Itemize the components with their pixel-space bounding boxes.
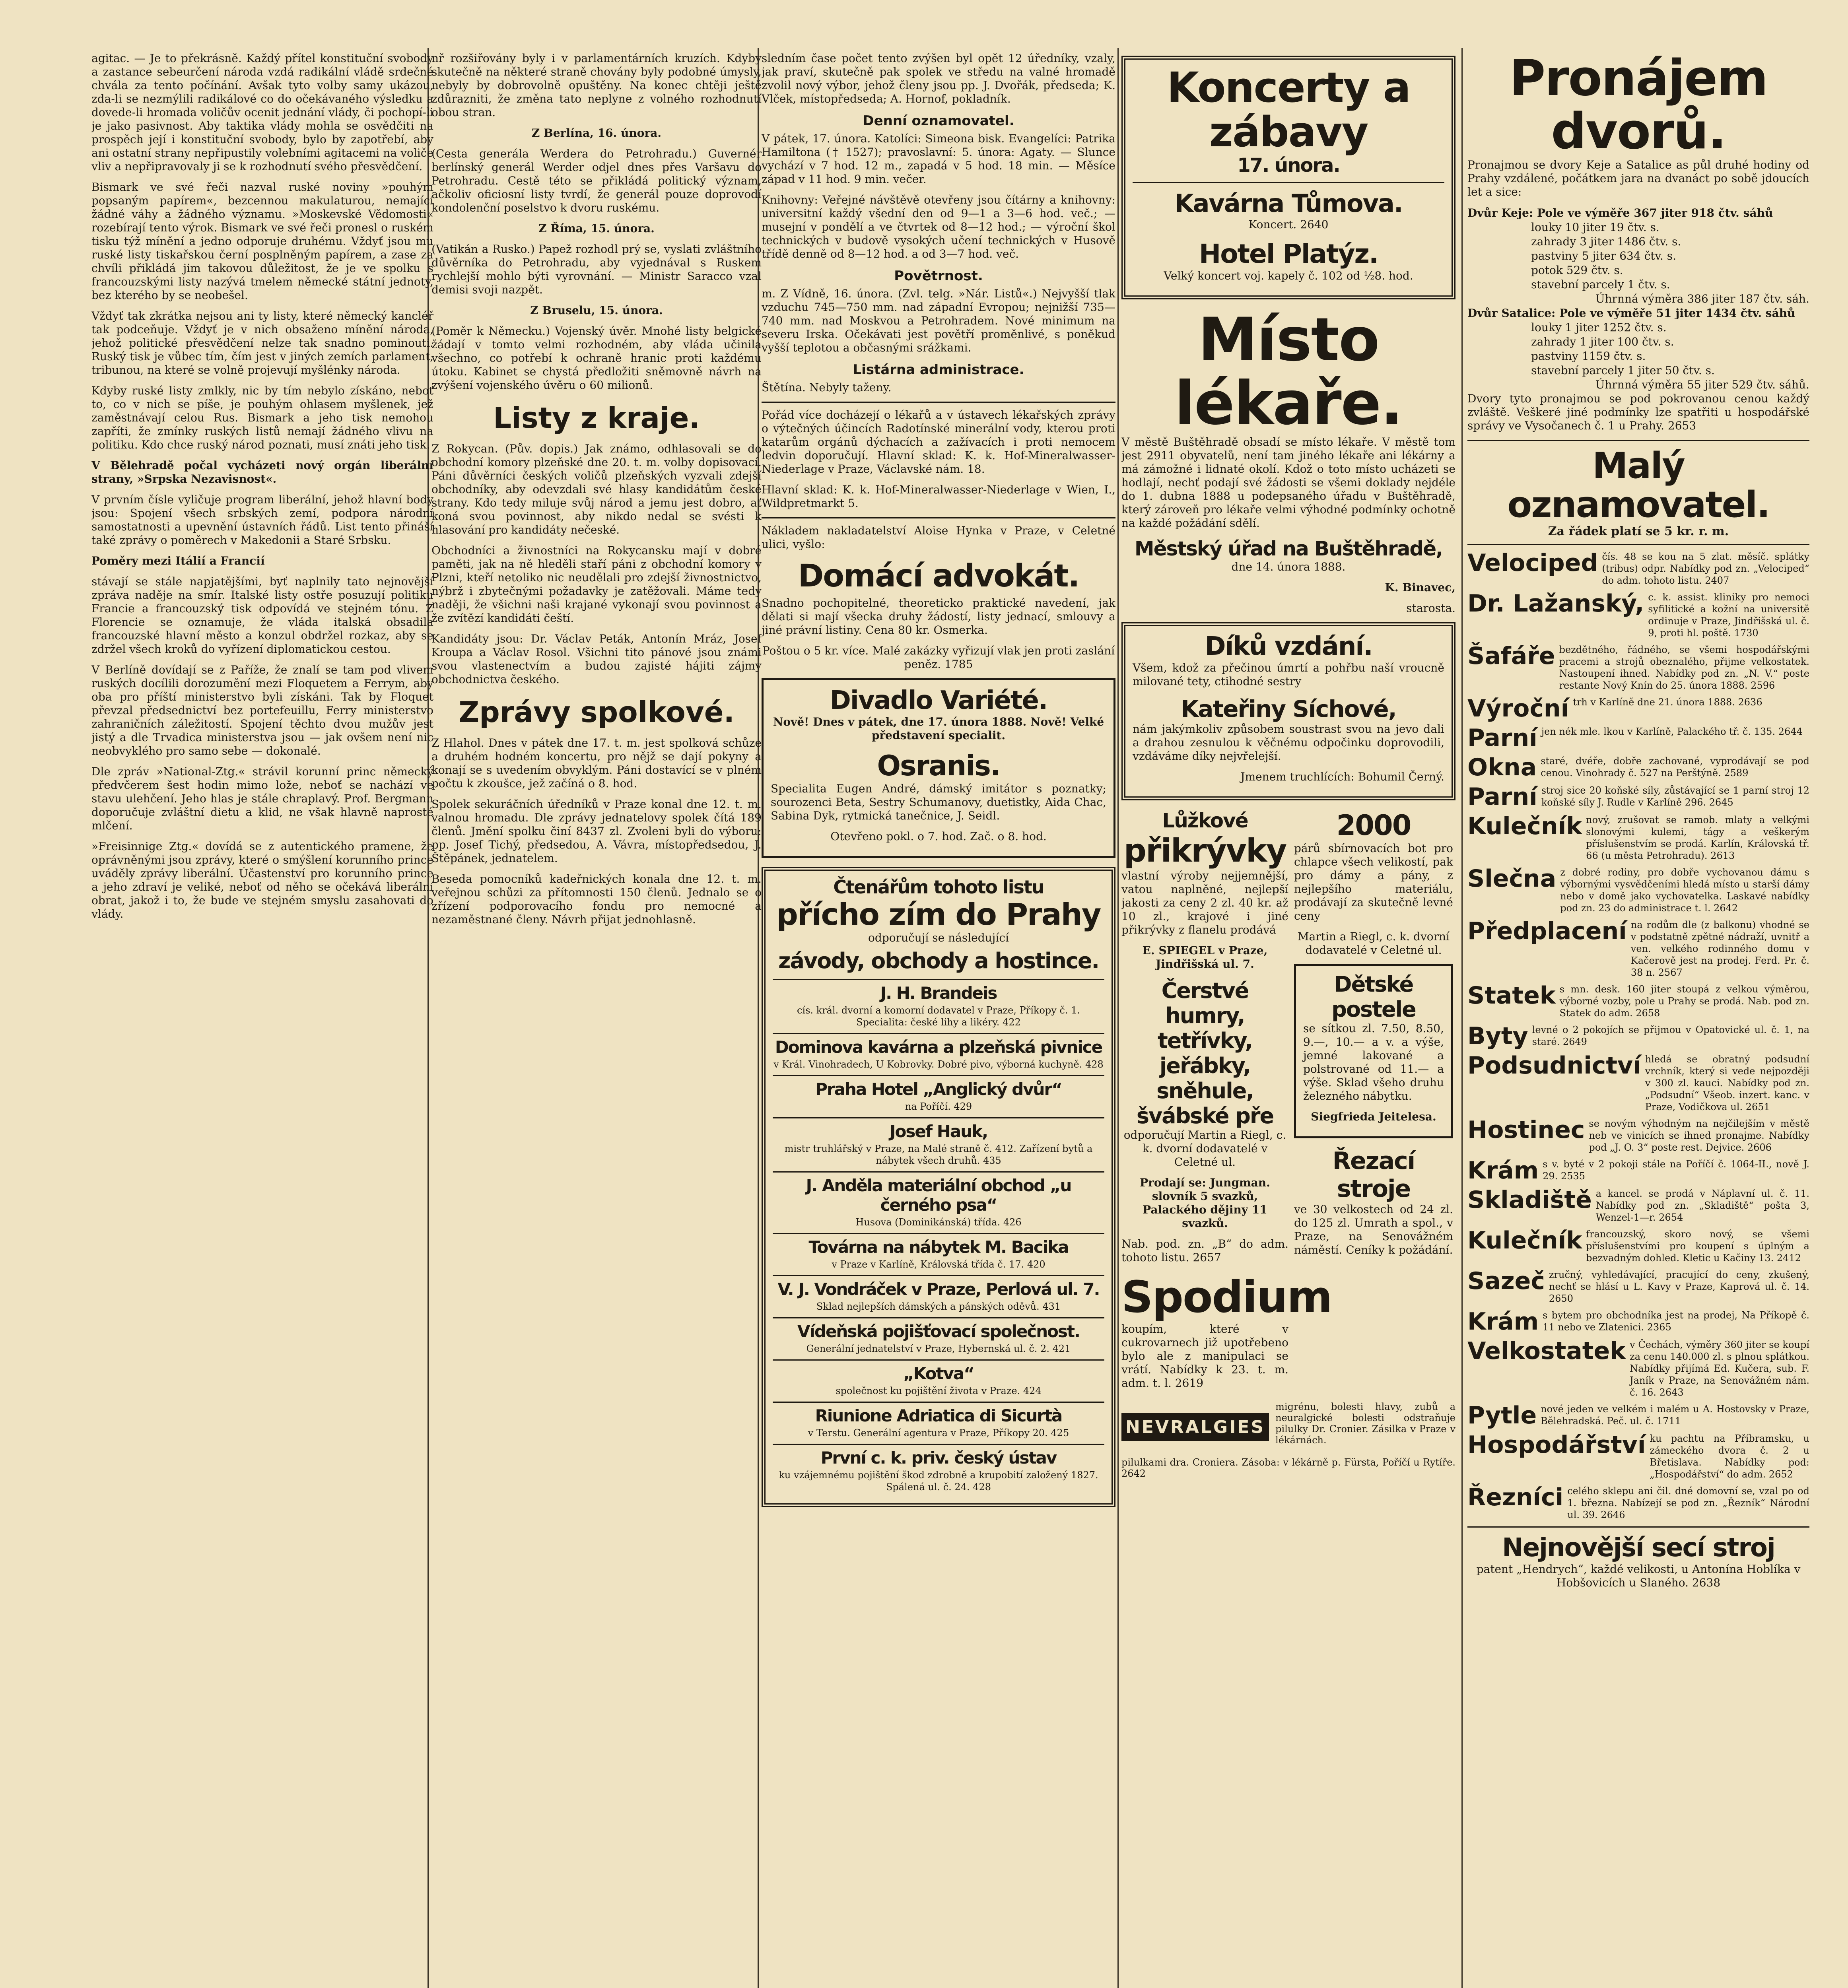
ad-row [1121, 809, 1455, 1397]
classified-keyword: Velociped [1467, 549, 1598, 577]
classified-ad [1467, 1053, 1809, 1113]
ad-luzkove [1121, 809, 1332, 1397]
classified-keyword: Pytle [1467, 1402, 1537, 1429]
classified-text: trh v Karlíně dne 21. února 1888. 2636 [1573, 697, 1762, 708]
firm-entry [773, 1317, 1104, 1359]
classified-text: z dobré rodiny, pro dobře vychovanou dámu s výbornými vysvědčeními hledá místo u starší dámy nebo v domě jako vychovatelka. Laskavé nabídky pod zn. 23 do administrace t. l. 2642 [1560, 867, 1809, 914]
classified-text: nový, zrušovat se ramob. mlaty a velkými slonovými kulemi, tágy a veškerým příslušenstvím se prodá. Karlín, Královská tř. 66 (u města Petrohradu). 2613 [1586, 814, 1809, 861]
classified-text: s v. byté v 2 pokoji stále na Poříčí č. 1064-II., nově J. 29. 2535 [1543, 1159, 1809, 1182]
paragraph: dne 14. února 1888. [1231, 560, 1346, 573]
keje-row: pastviny 5 jiter 634 čtv. s. [1531, 249, 1677, 262]
section-heading-zpravy-spolkove: Zprávy spolkové. [459, 695, 735, 729]
firm-text: na Poříčí. 429 [905, 1101, 972, 1112]
classified-ad [1467, 551, 1809, 586]
firm-entry [773, 1117, 1104, 1171]
directory-heading: závody, obchody a hostince. [778, 948, 1099, 973]
paragraph: K. Binavec, [1385, 581, 1455, 594]
ad-2000 [1294, 809, 1453, 1397]
classified-ad [1467, 866, 1809, 914]
paragraph: starosta. [1406, 602, 1455, 615]
paragraph: Spolek sekuráčních úředníků v Praze konal dne 12. t. m. valnou hromadu. Dle zprávy jednatelovy spolek čítá 189 členů. Jmění spolku činí 8437 zl. Zvoleni byli do výboru: pp. Josef Tichý, předsedou, A. Vávra, místopředsedou, J. Štěpánek, jednatelem. [431, 798, 762, 865]
ad-title-spodium: Spodium [1121, 1272, 1332, 1322]
firm-text: společnost ku pojištění života v Praze. 424 [836, 1385, 1042, 1396]
satalice-heading: Dvůr Satalice: Pole ve výměře 51 jiter 1434 čtv. sáhů [1467, 307, 1796, 320]
paragraph: vlastní výroby nejjemnější, vatou naplněné, nejlepší jakosti za ceny 2 zl. 40 kr. až 10 zl., krajové i jiné přikrývky z flanelu prodává [1121, 869, 1288, 936]
ad-kavarna-tumova: Kavárna Tůmova. [1174, 189, 1403, 218]
classified-keyword: Hostinec [1467, 1116, 1585, 1144]
firm-text: Generální jednatelství v Praze, Hybernská ul. č. 2. 421 [806, 1343, 1071, 1354]
ad-ctenarum-directory [762, 867, 1115, 1507]
paragraph: nám jakýmkoliv způsobem soustrast svou na jevo dali a drahou zesnulou k věčnému odpočinku doprovodili, vzdáváme díky nejvřelejší. [1133, 722, 1444, 763]
dateline: Z Říma, 15. února. [538, 222, 655, 235]
paragraph: Z Hlahol. Dnes v pátek dne 17. t. m. jest spolková schůze a druhém hodném koncertu, pro nějž se dají pokyny a konají se s uvedením obvyklým. Páni dostavící se v plném počtu k zkoušce, jež začíná o 8. hod. [431, 736, 762, 790]
divider [762, 517, 1115, 518]
paragraph: párů sbírnovacích bot pro chlapce všech velikostí, pak pro dámy a pány, z nejlepšího materiálu, prodávají za skutečně levné ceny [1294, 842, 1453, 922]
firm-entry [773, 1444, 1104, 1498]
firm-entry [773, 1402, 1104, 1444]
paragraph: (Poměr k Německu.) Vojenský úvěr. Mnohé listy belgické žádají v tomto velmi rozhodném, aby vláda učinila všechno, co potřebí k ochraně hranic proti každému útoku. Kabinet se chystá předložiti sněmovně návrh na zvýšení vojenského úvěru o 60 milionů. [431, 324, 762, 392]
paragraph: Martin a Riegl, c. k. dvorní dodavatelé v Celetné ul. [1298, 930, 1450, 957]
classified-text: levné o 2 pokojích se přijmou v Opatovické ul. č. 1, na staré. 2649 [1532, 1024, 1809, 1047]
paragraph: Bismark ve své řeči nazval ruské noviny »pouhým popsaným papírem«, bezcennou makulaturou, nemající žádné váhy a žádného významu. »Moskevské Vědomosti« rozebírají tento výrok. Bismark ve své řeči pronesl o ruském tisku týž mínění a jedno odporuje druhému. Vždyť jsou mu ruské listy tiskařskou černí posplněným papírem, a zase za chvíli přikládá jim takovou důležitost, že je ve spolku s francouzskými listy nazývá tmelem německé státní jednoty, bez kterého by se neobešel. [91, 181, 433, 302]
section-heading-denni-oznamovatel: Denní oznamovatel. [863, 113, 1014, 129]
column-rule [1461, 48, 1463, 1988]
firm-text: v Praze v Karlíně, Královská třída č. 17. 420 [832, 1259, 1045, 1270]
keje-row: louky 10 jiter 19 čtv. s. [1531, 221, 1660, 234]
classified-keyword: Krám [1467, 1157, 1539, 1184]
classified-text: c. k. assist. kliniky pro nemoci syfilitické a kožní na universitě ordinuje v Praze, Jindřišská ul. č. 9, proti hl. poště. 1730 [1648, 592, 1809, 639]
paragraph: Nab. pod. zn. „B“ do adm. tohoto listu. 2657 [1121, 1237, 1288, 1264]
firm-text: cís. král. dvorní a komorní dodavatel v Praze, Příkopy č. 1. Specialita: české lihy a likéry. 422 [797, 1005, 1080, 1028]
classified-text: ku pachtu na Příbramsku, u zámeckého dvora č. 2 u Břetislava. Nabídky pod: „Hospodářství“ do adm. 2652 [1650, 1433, 1809, 1480]
classified-ad [1467, 1433, 1809, 1480]
satalice-row: zahrady 1 jiter 100 čtv. s. [1531, 335, 1674, 348]
classified-text: hledá se obratný podsudní vrchník, který si vede nejpozději v 300 zl. kauci. Nabídky pod zn. „Podsudní“ Všeob. inzert. kanc. v Praze, Vodičkova ul. 2651 [1645, 1054, 1809, 1112]
maly-note: Za řádek platí se 5 kr. r. m. [1548, 524, 1729, 538]
paragraph: V městě Buštěhradě obsadí se místo lékaře. V městě tom jest 2911 obyvatelů, není tam jiného lékaře ani lékárny a má zámožné i lidnaté okolí. Kdož o toto místo ucházeti se hodlají, nechť podají své žádosti se všemi doklady nejdéle do 1. dubna 1888 u podepsaného úřadu v Buštěhradě, který zároveň pro lékaře velmi výhodné podmínky ochotně na každé požádání sdělí. [1121, 435, 1455, 530]
classified-keyword: Okna [1467, 753, 1537, 781]
paragraph: Velký koncert voj. kapely č. 102 od ½8. hod. [1164, 269, 1413, 282]
paragraph: »Freisinnige Ztg.« dovídá se z autentického pramene, že oprávněnými jsou zprávy, které o smýšlení korunního prince uváděly zprávy liberální. Účastenství pro korunního prince a jeho zdraví je veliké, neboť od něho se očekává liberální obrat, jakož i to, že bude ve stejném smyslu zasahovati do vlády. [91, 840, 433, 920]
firm-name: První c. k. priv. český ústav [820, 1448, 1057, 1468]
paragraph: Beseda pomocníků kadeřnických konala dne 12. t. m. veřejnou schůzi za přítomnosti 150 členů. Jednalo se o zřízení podporovacího fondu pro nemocné a nezaměstnané členy. Návrh přijat jednohlasně. [431, 872, 762, 926]
ad-name-sichova: Kateřiny Síchové, [1181, 695, 1396, 722]
ad-title-rezaci: Řezací stroje [1332, 1147, 1415, 1203]
firm-name: „Kotva“ [903, 1364, 974, 1383]
section-heading-povetrnost: Povětrnost. [894, 268, 983, 284]
paragraph: Kdyby ruské listy zmlkly, nic by tím nebylo získáno, neboť to, co v nich se píše, je pouhým ohlasem myšlenek, jež zaměstnávají celou Rus. Bismark a jeho tisk nemohou zapříti, že zmínky ruských listů nemají žádného vlivu na politiku. Kdo chce ruský národ poznati, musí znáti jeho tisk. [91, 384, 433, 451]
ad-title-prikryvky: přikrývky [1123, 832, 1286, 869]
firm-name: Vídeňská pojišťovací společnost. [797, 1322, 1080, 1341]
firm-name: Praha Hotel „Anglický dvůr“ [815, 1079, 1062, 1099]
paragraph: Dle zpráv »National-Ztg.« strávil korunní princ německý předvčerem šest hodin mimo lože, neboť se nachází ve stavu ulehčení. Jeho hlas je stále chraplavý. Prof. Bergmann doporučuje zvláštní dietu a klid, ne však hlavně naprosté mlčení. [91, 765, 433, 832]
classified-keyword: Statek [1467, 982, 1556, 1010]
paragraph: migrénu, bolesti hlavy, zubů a neuralgické bolesti odstraňuje pilulky Dr. Cronier. Zásilka v Praze v lékárnách. [1275, 1401, 1455, 1446]
classified-ad [1467, 1188, 1809, 1223]
paragraph: Jmenem truchlících: Bohumil Černý. [1240, 770, 1444, 783]
firm-text: mistr truhlářský v Praze, na Malé straně č. 412. Zařízení bytů a nábytek všech druhů. 435 [784, 1143, 1093, 1166]
ad-title-cerstve: Čerstvé humry, tetřívky, jeřábky, sněhule, švábské pře [1136, 978, 1274, 1128]
classified-ad [1467, 1158, 1809, 1183]
classified-text: jen nék mle. lkou v Karlíně, Palackého tř. č. 135. 2644 [1541, 726, 1803, 737]
classified-list [1467, 551, 1809, 1521]
ad-title-domaci-advokat: Domácí advokát. [798, 558, 1079, 594]
classified-ad [1467, 983, 1809, 1019]
classified-text: se novým výhodným na nejčilejším v městě neb ve vinicích se ihned pronajme. Nabídky pod „J. O. 3“ poste rest. Dejvice. 2606 [1589, 1118, 1809, 1153]
classified-text: stroj sice 20 koňské síly, zůstávající se 1 parní stroj 12 koňské síly J. Rudle v Karlíně 296. 2645 [1541, 785, 1809, 808]
paragraph: stávají se stále napjatějšími, byť naplnily tato nejnovější zpráva naděje na smír. Italské listy ostře posuzují politiku Francie a francouzský tisk odpovídá ve stejném tónu. Z Florencie se oznamuje, že vláda italská obsadila francouzské hlavní město a konzul obdržel rozkaz, aby se zdržel všech kroků do vyřízení diplomatickou cestou. [91, 575, 433, 656]
satalice-row: pastviny 1159 čtv. s. [1531, 349, 1646, 363]
classified-text: francouzský, skoro nový, se všemi příslušenstvími pro koupení s úplným a bezvadným dohled. Kletic u Kačiny 13. 2412 [1586, 1229, 1809, 1264]
section-heading-maly-oznamovatel: Malý oznamovatel. [1507, 445, 1770, 526]
classified-keyword: Parní [1467, 783, 1537, 811]
section-heading-listarna: Listárna administrace. [853, 362, 1024, 378]
ad-koncerty [1121, 56, 1455, 299]
classified-text: v Čechách, výměry 360 jiter se koupí za cenu 140.000 zl. s plnou splátkou. Nabídky přijímá Ed. Kučera, sub. F. Janík v Praze, na Senovážném nám. č. 16. 2643 [1630, 1339, 1809, 1398]
classified-ad [1467, 1339, 1809, 1398]
ad-title-misto-lekare: Místo lékaře. [1174, 305, 1403, 438]
firm-entry [773, 1359, 1104, 1402]
paragraph: Nákladem nakladatelství Aloise Hynka v Praze, v Celetné ulici, vyšlo: [762, 524, 1115, 551]
classified-keyword: Slečna [1467, 865, 1557, 893]
classified-keyword: Kulečník [1467, 1227, 1582, 1254]
paragraph: se sítkou zl. 7.50, 8.50, 9.—, 10.— a v. a výše, jemné lakované a polstrované od 11.— a výše. Sklad všeho druhu železného nábytku. [1303, 1022, 1444, 1103]
classified-keyword: Parní [1467, 724, 1537, 752]
ad-nevralgies [1121, 1401, 1455, 1453]
firm-name: Riunione Adriatica di Sicurtà [815, 1406, 1062, 1425]
keje-heading: Dvůr Keje: Pole ve výměře 367 jiter 918 čtv. sáhů [1467, 206, 1773, 219]
classified-ad [1467, 644, 1809, 691]
keje-row: potok 529 čtv. s. [1531, 264, 1623, 277]
classified-text: s mn. desk. 160 jiter stoupá z velkou výměrou, výborné vozby, pole u Prahy se prodá. Nab. pod zn. Statek do adm. 2658 [1559, 984, 1809, 1019]
ad-title-seci-stroj: Nejnovější secí stroj [1502, 1533, 1775, 1563]
paragraph: patent „Hendrych“, každé velikosti, u Antonína Hoblíka v Hobšovicích u Slaného. 2638 [1476, 1563, 1801, 1589]
classified-keyword: Šafáře [1467, 642, 1555, 670]
paragraph: ve 30 velkostech od 24 zl. do 125 zl. Umrath a spol., v Praze, na Senovážném náměstí. Ceníky k požádání. [1294, 1203, 1453, 1256]
paragraph: agitac. — Je to překrásně. Každý přítel konstituční svobody a zastance sebeurčení národa vzdá radikální vládě srdečné chvála za tento počínání. Avšak tyto volby samy ukázou, zda-li se nezmýlili radikálové co do očekávaného výsledku a dovede-li hromada voličův ocenit jednání vlády, či pochopí-li je jako pasivnost. Aby taktika vlády mohla se osvědčiti na prospěch její i konstituční svobody, bylo by zapotřebí, aby ani ostatní strany nepřipustily volebními agitacemi na voliče vliv a nepřipravovaly ji se k rozhodnutí svého přesvědčení. [91, 52, 433, 173]
dateline: Z Berlína, 16. února. [531, 126, 662, 140]
classified-ad [1467, 726, 1809, 750]
classified-ad [1467, 1228, 1809, 1264]
ad-title-osranis: Osranis. [877, 749, 1000, 782]
classified-text: s bytem pro obchodníka jest na prodej, Na Příkopě č. 11 nebo ve Zlatenici. 2365 [1543, 1310, 1809, 1333]
firm-name: Josef Hauk, [889, 1122, 988, 1141]
column-politics [91, 52, 433, 928]
classified-text: staré, dvéře, dobře zachované, vyprodávají se pod cenou. Vinohrady č. 527 na Perštýně. 2589 [1541, 755, 1809, 779]
column-news [431, 52, 762, 934]
paragraph-lead: V Bělehradě počal vycházeti nový orgán liberální strany, »Srpska Nezavisnost«. [91, 459, 433, 485]
paragraph: Kandidáty jsou: Dr. Václav Peták, Antonín Mráz, Josef Kroupa a Václav Rosol. Všichni tito pánové jsou známi svou vlastenectvím a budou zajisté hájiti zájmy obchodnictva českého. [431, 632, 762, 686]
ad-date: 17. února. [1237, 154, 1340, 177]
firm-list [773, 979, 1104, 1498]
firm-entry [773, 1033, 1104, 1075]
paragraph-lead: Poměry mezi Itálií a Francií [91, 554, 265, 567]
classified-text: nové jeden ve velkém i malém u A. Hostovsky v Praze, Bělehradská. Peč. ul. č. 1711 [1541, 1404, 1809, 1427]
ad-detske-postele [1294, 964, 1453, 1138]
ad-title-divadlo: Divadlo Variété. [830, 686, 1047, 715]
satalice-row: louky 1 jiter 1252 čtv. s. [1531, 321, 1667, 334]
classified-ad [1467, 591, 1809, 639]
paragraph: V prvním čísle vyličuje program liberální, jehož hlavní body jsou: Spojení všech srbských zemí, podpora národní samostatnosti a upevnění ústavních řádů. List tento přináší také zprávy o poměrech v Makedonii a Staré Srbsku. [91, 493, 433, 547]
keje-row: zahrady 3 jiter 1486 čtv. s. [1531, 235, 1681, 248]
satalice-list [1467, 320, 1809, 378]
ad-diku-vzdani [1121, 622, 1455, 800]
paragraph: pilulkami dra. Croniera. Zásoba: v lékárně p. Fürsta, Poříčí u Rytíře. 2642 [1121, 1457, 1455, 1479]
paragraph: (Vatikán a Rusko.) Papež rozhodl prý se, vyslati zvláštního důvěrníka do Petrohradu, aby vyjednával s Ruskem rychlejší mohlo býti vyrovnání. — Ministr Saracco vzal demisi svoji nazpět. [431, 243, 762, 296]
paragraph: Dvory tyto pronajmou se pod pokrovanou cenou každý zvláště. Veškeré jiné podmínky lze spatřiti u hospodářské správy ve Vysočanech č. 1 u Prahy. 2653 [1467, 392, 1809, 432]
paragraph: E. SPIEGEL v Praze, Jindřišská ul. 7. [1142, 944, 1268, 971]
paragraph: sledním čase počet tento zvýšen byl opět 12 úředníky, vzaly, jak praví, skutečně pak spolek ve středu na valné hromadě zvolil nový výbor, jehož členy jsou pp. J. Dvořák, předseda; K. Vlček, místopředseda; A. Hornof, pokladník. [762, 52, 1115, 105]
paragraph: Siegfrieda Jeitelesa. [1311, 1110, 1436, 1123]
divider [762, 402, 1115, 403]
paragraph: Pronajmou se dvory Keje a Satalice as půl druhé hodiny od Prahy vzdálené, počátkem jara na dvanáct po sobě jdoucích let a sice: [1467, 158, 1809, 198]
directory-note: odporučují se následující [868, 931, 1009, 944]
classified-keyword: Podsudnictví [1467, 1052, 1641, 1079]
dateline: Z Bruselu, 15. února. [530, 304, 663, 317]
paragraph: Štětína. Nebyly taženy. [762, 381, 892, 394]
firm-entry [773, 1233, 1104, 1275]
section-heading-listy-z-kraje: Listy z kraje. [493, 401, 700, 435]
classified-ad [1467, 1269, 1809, 1305]
satalice-sum: Úhrnná výměra 55 jiter 529 čtv. sáhů. [1595, 378, 1809, 391]
classified-ad [1467, 1118, 1809, 1153]
paragraph: Hlavní sklad: K. k. Hof-Mineralwasser-Niederlage v Wien, I., Wildpretmarkt 5. [762, 483, 1115, 510]
firm-name: Dominova kavárna a plzeňská pivnice [775, 1037, 1102, 1057]
firm-text: v Král. Vinohradech, U Kobrovky. Dobré pivo, výborná kuchyně. 428 [773, 1059, 1104, 1070]
firm-entry [773, 1275, 1104, 1317]
paragraph: V pátek, 17. února. Katolíci: Simeona bisk. Evangelíci: Patrika Hamiltona († 1527); pravoslavní: 5. února: Agaty. — Slunce vychází v 7 hod. 12 m., zapadá v 5 hod. 18 min. — Měsíce západ v 11 hod. 9 min. večer. [762, 132, 1115, 186]
classified-keyword: Předplacení [1467, 917, 1627, 945]
classified-keyword: Velkostatek [1467, 1337, 1626, 1365]
firm-text: Sklad nejlepších dámských a pánských oděvů. 431 [816, 1301, 1061, 1312]
ad-title-pronajem-dvoru: Pronájem dvorů. [1509, 52, 1768, 160]
classified-keyword: Byty [1467, 1022, 1528, 1050]
directory-title: Čtenářům tohoto listu [833, 876, 1044, 898]
paragraph: Otevřeno pokl. o 7. hod. Zač. o 8. hod. [830, 830, 1047, 843]
classified-ad [1467, 1403, 1809, 1428]
classified-ad [1467, 814, 1809, 862]
paragraph: koupím, které v cukrovarnech již upotřebeno bylo ale z manipulaci se vrátí. Nabídky k 23. t. m. adm. t. l. 2619 [1121, 1322, 1288, 1390]
firm-entry [773, 1171, 1104, 1233]
ad-title-luzkove: Lůžkové [1162, 809, 1248, 832]
paragraph: nř rozšiřovány byly i v parlamentárních kruzích. Kdyby skutečně na některé straně chovány byly podobné úmysly, nebyly by dobrovolně opuštěny. Na konec chtěji ještě zdůrazniti, že změna tato neplyne z volného rozhodnutí obou stran. [431, 52, 762, 119]
divider [1133, 182, 1444, 183]
paragraph: Prodají se: Jungman. slovník 5 svazků, Palackého dějiny 11 svazků. [1140, 1176, 1270, 1230]
classified-ad [1467, 1485, 1809, 1521]
paragraph: Poštou o 5 kr. více. Malé zakázky vyřizují vlak jen proti zaslání peněz. 1785 [762, 644, 1115, 671]
ad-title-koncerty: Koncerty a zábavy [1167, 63, 1410, 156]
keje-sum: Úhrnná výměra 386 jiter 187 čtv. sáh. [1595, 292, 1809, 305]
ad-urad: Městský úřad na Buštěhradě, [1134, 537, 1443, 560]
column-ads-middle [1121, 52, 1455, 1486]
paragraph: m. Z Vídně, 16. února. (Zvl. telg. »Nár. Listů«.) Nejvyšší tlak vzduchu 745—750 mm. nad západní Evropou; nejnižší 735—740 mm. nad Moskvou a Petrohradem. Nové minimum na severu Irska. Očekávati jest povětří proměnlivé, s poněkud vyšší teplotou a občasnými srážkami. [762, 287, 1115, 354]
firm-name: V. J. Vondráček v Praze, Perlová ul. 7. [777, 1279, 1100, 1299]
paragraph: Knihovny: Veřejné návštěvě otevřeny jsou čítárny a knihovny: universitní každý všední den od 9—1 a 3—6 hod. več.; — musejní v pondělí a ve čtvrtek od 8—12 hod.; — výroční škol technických v budově vysokých učení technických v Husově třídě denně od 8—12 hod. a od 3—7 hod. več. [762, 193, 1115, 260]
classified-keyword: Skladiště [1467, 1186, 1592, 1214]
classified-ad [1467, 784, 1809, 809]
classified-keyword: Dr. Lažanský, [1467, 590, 1644, 617]
column-rule [1117, 48, 1119, 1988]
ad-hotel-platyz: Hotel Platýz. [1199, 239, 1378, 269]
classified-keyword: Hospodářství [1467, 1431, 1646, 1459]
divider [1467, 440, 1809, 441]
classified-ad [1467, 1309, 1809, 1334]
classified-keyword: Sazeč [1467, 1267, 1545, 1295]
ad-title-detske: Dětské postele [1331, 972, 1416, 1022]
paragraph: Specialita Eugen André, dámský imitátor s poznatky; sourozenci Beta, Sestry Schumanovy, duetistky, Aida Chac, Sabina Dyk, rytmická tanečnice, J. Seidl. [771, 782, 1106, 822]
firm-text: v Terstu. Generální agentura v Praze, Příkopy 20. 425 [808, 1427, 1069, 1439]
divider [1467, 544, 1809, 545]
keje-list [1467, 220, 1809, 292]
divider [1467, 1526, 1809, 1528]
classified-text: na rodům dle (z balkonu) vhodné se v podstatně zpětné nádraží, uvnitř a ven. velkého rodinného domu v Kačerově jest na prodej. Ferd. Pr. č. 38 n. 2567 [1630, 919, 1809, 978]
firm-name: Továrna na nábytek M. Bacika [808, 1237, 1069, 1257]
classified-text: celého sklepu ani čil. dné domovní se, vzal po od 1. března. Nabízejí se pod zn. „Řezník“ Národní ul. 39. 2646 [1567, 1485, 1809, 1520]
classified-text: čís. 48 se kou na 5 zlat. měsíč. splátky (tribus) odpr. Nabídky pod zn. „Velociped“ do adm. tohoto listu. 2407 [1602, 551, 1809, 586]
firm-name: J. Anděla materiální obchod „u černého psa“ [806, 1176, 1071, 1215]
firm-text: ku vzájemnému pojištění škod zdrobně a krupobití založený 1827. Spálená ul. č. 24. 428 [779, 1470, 1098, 1493]
paragraph: Snadno pochopitelné, theoreticko praktické navedení, jak dělati si mají všecka druhy žádostí, listy jednací, smlouvy a jiné právní listiny. Cena 80 kr. Osmerka. [762, 596, 1115, 637]
classified-text: bezdětného, řádného, se všemi hospodářskými pracemi a strojů obeznalého, přijme velkostatek. Nastoupení ihned. Nabídky pod zn. „N. V.“ poste restante Nový Knín do 25. února 1888. 2596 [1559, 644, 1809, 691]
satalice-row: stavební parcely 1 jiter 50 čtv. s. [1531, 364, 1715, 377]
paragraph: Vždyť tak zkrátka nejsou ani ty listy, které německý kancléř tak podceňuje. Vždyť je v nich obsaženo mínění národa, jehož politické přesvědčení nelze tak snadno pominouti. Ruský tisk je vůbec tím, čím jest v jiných zemích parlament, tribunou, na které se volně projevují myšlénky národa. [91, 309, 433, 377]
paragraph: Pořád více docházejí o lékařů a v ústavech lékařských zprávy o výtečných účincích Radotínské minerální vody, kterou proti katarům orgánů dýchacích a zažívacích i proti nemocem ledvin doporučují. Hlavní sklad: K. k. Hof-Mineralwasser-Niederlage v Praze, Václavské nám. 18. [762, 408, 1115, 476]
ad-title-nevralgies: NEVRALGIES [1121, 1413, 1269, 1441]
firm-text: Husova (Dominikánská) třída. 426 [855, 1217, 1022, 1228]
paragraph: V Berlíně dovídají se z Paříže, že znalí se tam pod vlivem ruských docílili dorozumění mezi Floquetem a Ferrym, aby oba pro příští ministerstvo byli získáni. Tak by Floquet převzal předsednictví bez portefeuillu, Ferry ministerstvo zahraničních záležitostí. Spojení těchto dvou mužův jest jistý a dle Trvadica ministerstva jsou — jak ovšem není nic neobvyklého pro samo sebe — dokonalé. [91, 663, 433, 757]
paragraph: (Cesta generála Werdera do Petrohradu.) Guvernér berlínský generál Werder odjel dnes přes Varšavu do Petrohradu. Cestě této se přikládá politický význam, ačkoliv oficiosní listy tvrdí, že generál pouze doprovodí kondolenční poselstvo k dvoru ruskému. [431, 147, 762, 214]
ad-title-diku: Díků vzdání. [1205, 632, 1372, 661]
classified-keyword: Krám [1467, 1308, 1539, 1336]
ad-divadlo-variete [762, 678, 1115, 858]
paragraph: Nově! Dnes v pátek, dne 17. února 1888. Nově! Velké představení specialit. [773, 715, 1104, 742]
classified-text: zručný, vyhledávající, pracující do ceny, zkušený, nechť se hlásí u L. Kavy v Praze, Kaprová ul. č. 14. 2650 [1549, 1269, 1809, 1304]
classified-ad [1467, 919, 1809, 978]
classified-text: a kancel. se prodá v Náplavní ul. č. 11. Nabídky pod zn. „Skladiště“ pošta 3, Wenzel-1—r. 2654 [1595, 1188, 1809, 1223]
paragraph: Všem, kdož za přečinou úmrtí a pohřbu naší vroucně milované tety, ctihodné sestry [1133, 661, 1444, 688]
firm-entry [773, 979, 1104, 1033]
classified-keyword: Řezníci [1467, 1483, 1564, 1511]
firm-entry [773, 1075, 1104, 1117]
classified-ad [1467, 696, 1809, 721]
firm-name: J. H. Brandeis [880, 983, 997, 1003]
ad-title-2000: 2000 [1336, 809, 1411, 842]
classified-ad [1467, 1024, 1809, 1048]
column-classifieds [1467, 52, 1809, 1597]
column-daily [762, 52, 1115, 1516]
classified-ad [1467, 755, 1809, 780]
classified-keyword: Výroční [1467, 695, 1569, 722]
paragraph: Z Rokycan. (Pův. dopis.) Jak známo, odhlasovali se do obchodní komory plzeňské dne 20. t. m. volby dopisovací. Páni důvěrníci českých voličů plzeňských vyzvali zdejší obchodníky, aby odevzdali své hlasy kandidátům české strany. Kdo tedy miluje svůj národ a jemu jest dobro, ať koná svou povinnost, aby nikdo nedal se svésti k hlasování pro kandidáty nečeské. [431, 442, 762, 536]
paragraph: Obchodníci a živnostníci na Rokycansku mají v dobré paměti, jak na ně hleděli staří páni z obchodní komory v Plzni, kteří netoliko nic neudělali pro zdejší živnostnictvo, nýbrž i zbytečnými požadavky je zatěžovali. Máme tedy naději, že všichni naši krajané vykonají svou povinnost a že zvítězí kandidáti čeští. [431, 544, 762, 625]
keje-row: stavební parcely 1 čtv. s. [1531, 278, 1670, 291]
paragraph: Koncert. 2640 [1248, 218, 1329, 231]
classified-keyword: Kulečník [1467, 812, 1582, 840]
paragraph: odporučují Martin a Riegl, c. k. dvorní dodavatelé v Celetné ul. [1123, 1128, 1286, 1169]
directory-subtitle: přícho zím do Prahy [776, 897, 1101, 932]
